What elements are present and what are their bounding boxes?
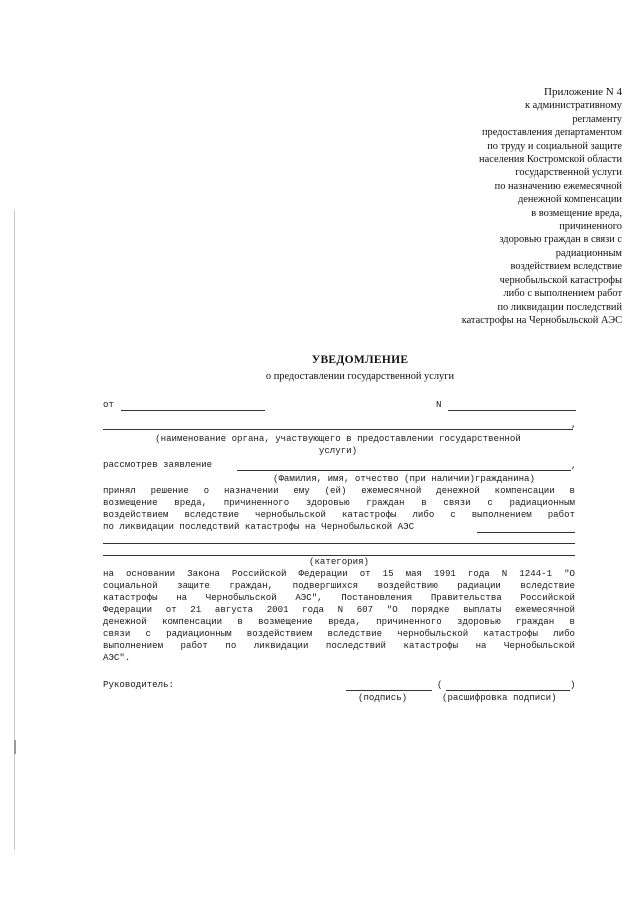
appendix-line: здоровью граждан в связи с: [499, 234, 622, 246]
bracket: ): [570, 679, 576, 690]
document-subtitle: о предоставлении государственной услуги: [265, 371, 455, 382]
appendix-line: воздействием вследствие: [510, 261, 622, 273]
category-field: [103, 543, 575, 544]
appendix-line: причиненного: [559, 221, 622, 233]
appendix-line: предоставления департаментом: [481, 127, 622, 139]
appendix-line: чернобыльской катастрофы: [499, 274, 622, 286]
appendix-line: либо с выполнением работ: [503, 288, 622, 300]
category-caption: (категория): [308, 556, 370, 567]
organ-caption: (наименование органа, участвующего в предоставлении государственной: [155, 433, 521, 444]
appendix-line: населения Костромской области: [479, 154, 622, 166]
date-field: [121, 410, 265, 411]
signature-field: [346, 690, 432, 691]
decision-line: возмещение вреда, причиненного здоровью граждан в связи с радиационным: [103, 497, 575, 508]
appendix-line: в возмещение вреда,: [531, 207, 622, 219]
applicant-name-field: [237, 470, 571, 471]
head-label: Руководитель:: [103, 679, 174, 690]
basis-line: социальной защите граждан, подвергшихся воздействию радиации вследствие: [103, 580, 575, 591]
basis-line: связи с радиационным воздействием вследствие чернобыльской катастрофы либо: [103, 628, 575, 639]
from-label: от: [103, 399, 114, 410]
scan-edge-mark: [14, 740, 16, 754]
basis-line: выполнением работ по ликвидации последствий катастрофы на Чернобыльской: [103, 640, 575, 651]
category-field: [477, 532, 575, 533]
appendix-line: катастрофы на Чернобыльской АЭС: [461, 314, 622, 326]
appendix-line: по ликвидации последствий: [497, 301, 622, 313]
comma: ,: [571, 419, 577, 430]
appendix-line: денежной компенсации: [517, 194, 622, 206]
appendix-line: по труду и социальной защите: [487, 140, 622, 152]
basis-line: АЭС".: [103, 652, 131, 663]
number-label: N: [436, 399, 442, 410]
signature-caption: (подпись): [358, 692, 408, 703]
basis-line: на основании Закона Российской Федерации от 15 мая 1991 года N 1244-1 "О: [103, 568, 575, 579]
name-caption: (Фамилия, имя, отчество (при наличии)гражданина): [273, 473, 535, 484]
decoding-caption: (расшифровка подписи): [442, 692, 557, 703]
comma: ,: [571, 460, 577, 471]
basis-line: денежной компенсации в возмещение вреда, причиненного здоровью граждан в: [103, 616, 575, 627]
document-title: УВЕДОМЛЕНИЕ: [311, 354, 409, 366]
organ-name-field: [103, 429, 573, 430]
appendix-block: [392, 86, 622, 327]
appendix-line: к административному: [525, 100, 622, 112]
basis-line: катастрофы на Чернобыльской АЭС", Постановления Правительства Российской: [103, 592, 575, 603]
appendix-line: радиационным: [555, 247, 622, 259]
scan-edge-mark: [14, 210, 15, 850]
bracket: (: [437, 679, 443, 690]
appendix-line: Приложение N 4: [544, 86, 622, 98]
appendix-line: регламенту: [572, 113, 622, 125]
signature-decoding-field: [446, 690, 570, 691]
appendix-line: государственной услуги: [515, 167, 622, 179]
decision-line: воздействием вследствие чернобыльской катастрофы либо с выполнением работ: [103, 509, 575, 520]
number-field: [448, 410, 576, 411]
basis-line: Федерации от 21 августа 2001 года N 607 "О порядке выплаты ежемесячной: [103, 604, 575, 615]
considered-label: рассмотрев заявление: [103, 459, 213, 470]
organ-caption-cont: услуги): [318, 445, 358, 456]
decision-line: принял решение о назначении ему (ей) ежемесячной денежной компенсации в: [103, 485, 575, 496]
decision-line: по ликвидации последствий катастрофы на Чернобыльской АЭС: [103, 521, 415, 532]
appendix-line: по назначению ежемесячной: [494, 180, 622, 192]
